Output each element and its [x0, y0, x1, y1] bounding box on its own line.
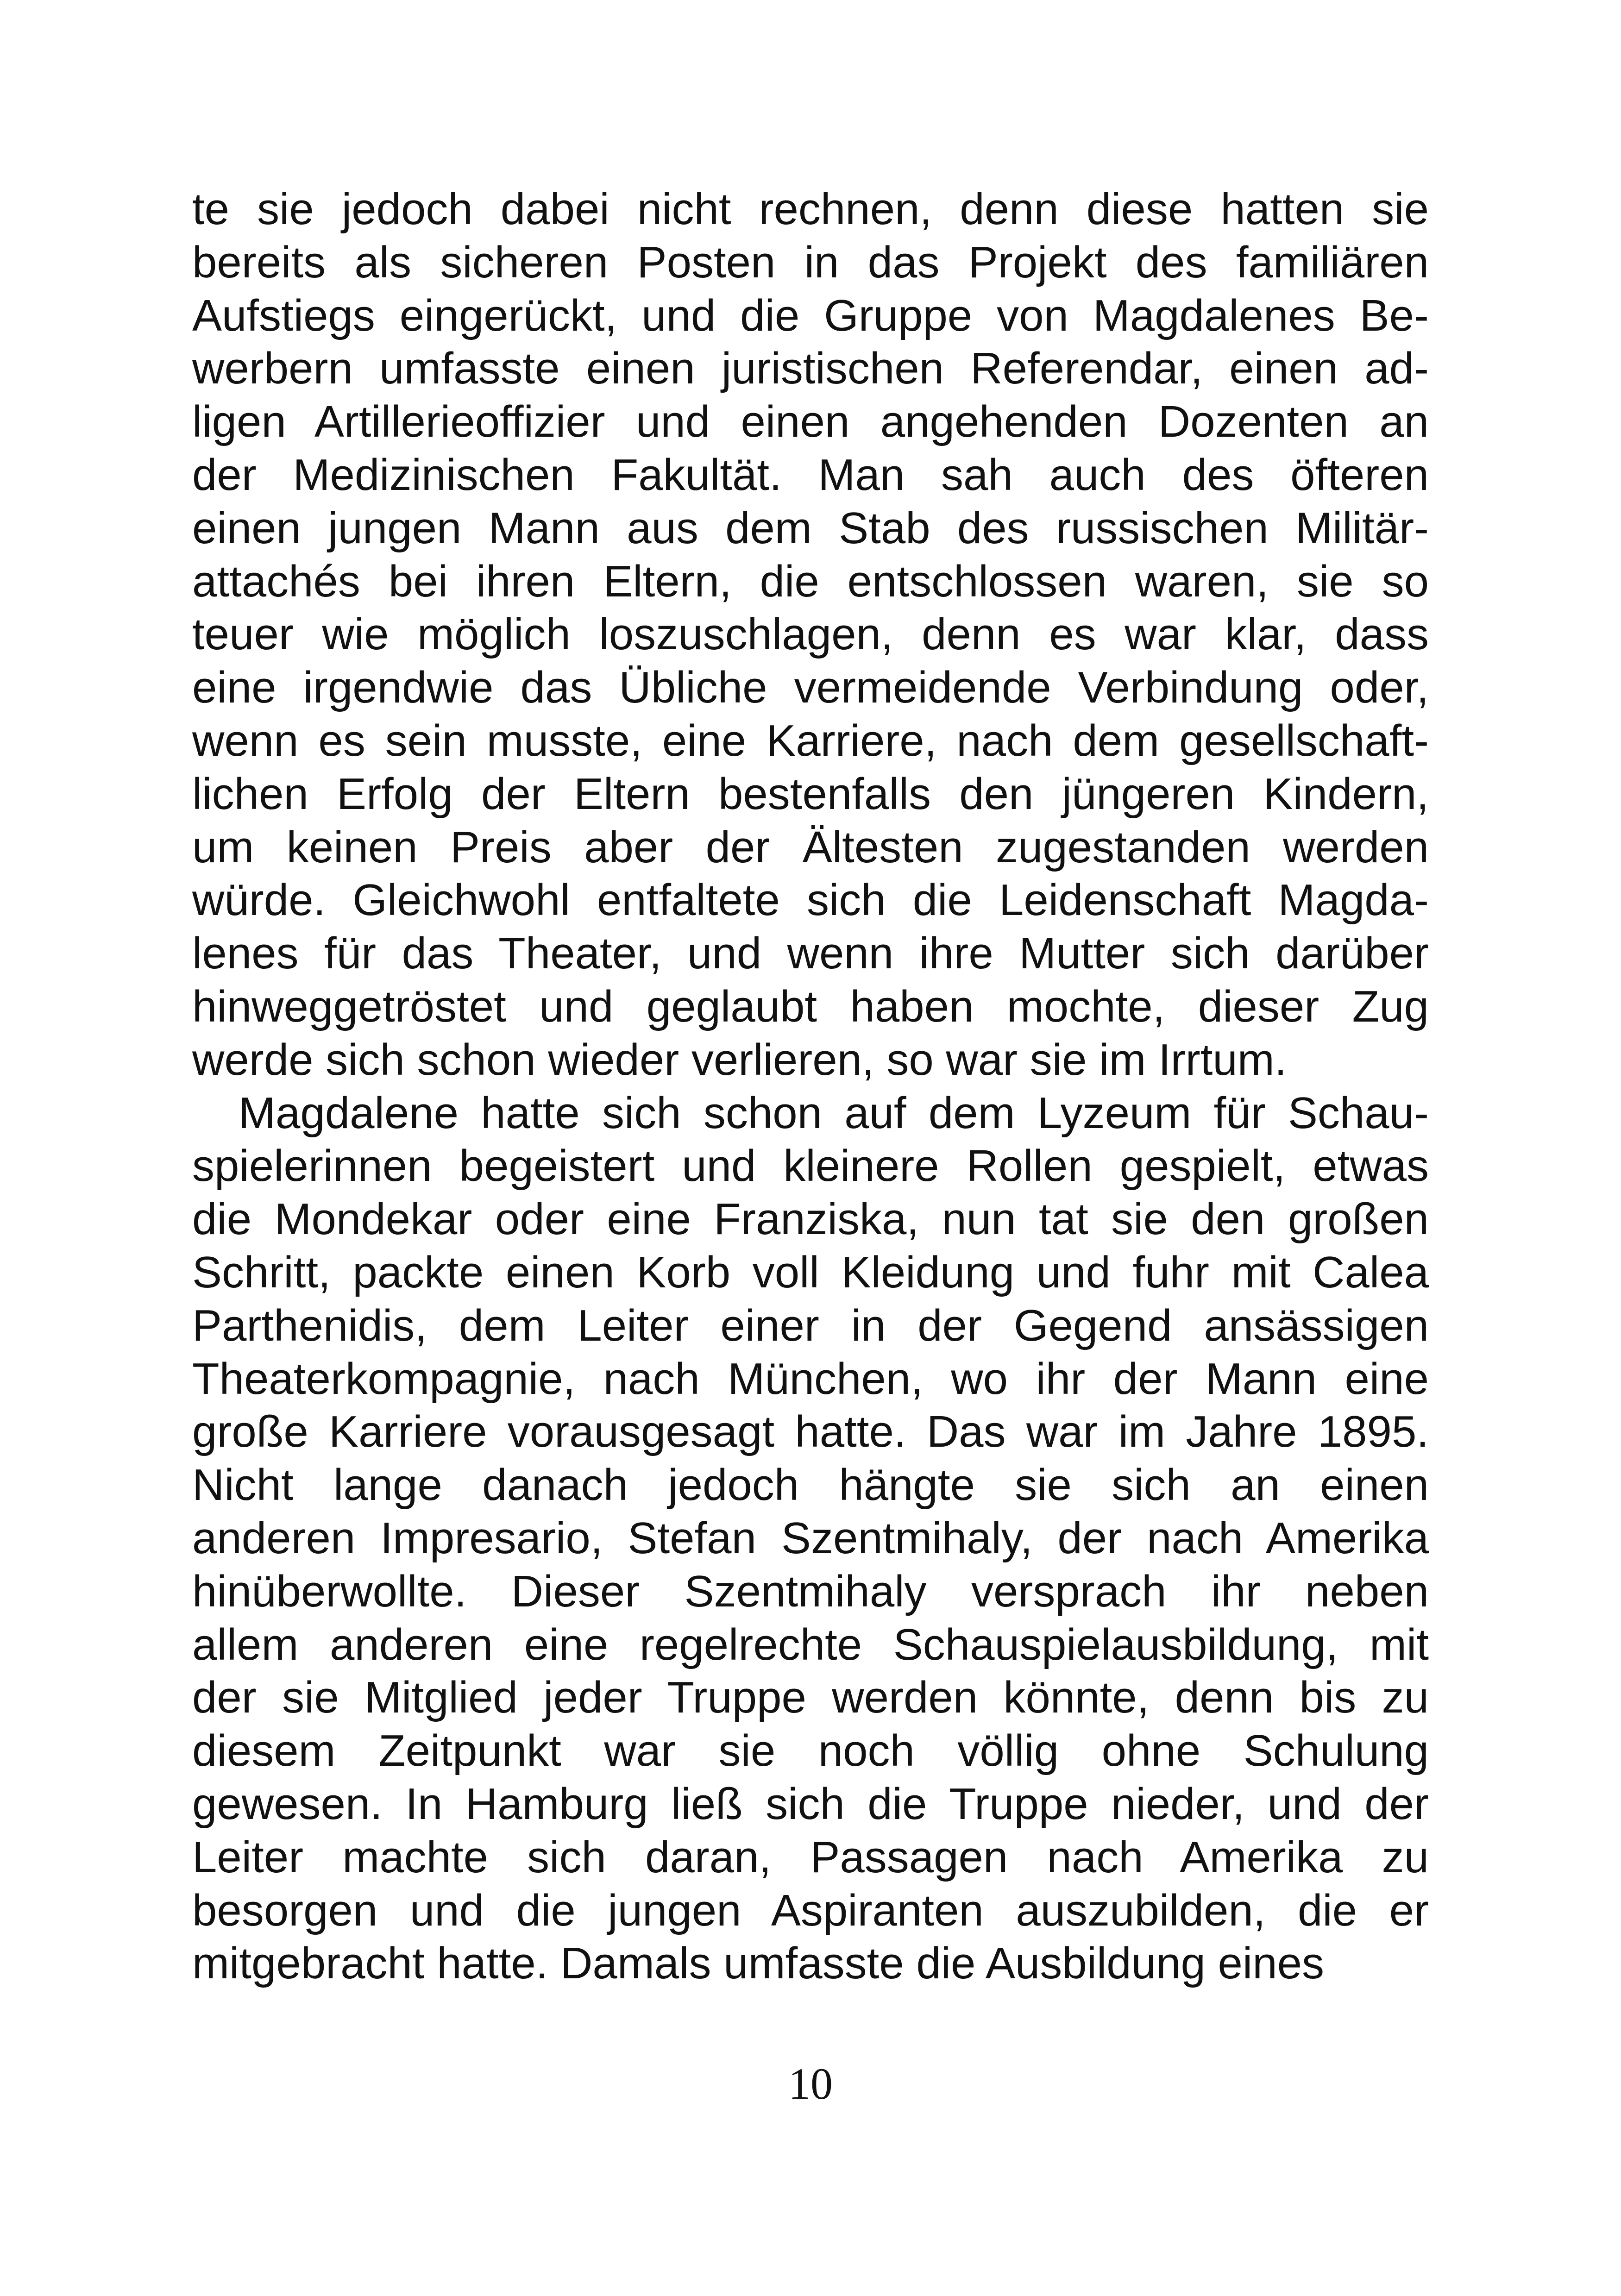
text-line: attachés bei ihren Eltern, die entschlossen waren, sie so [192, 556, 1429, 606]
text-line: spielerinnen begeistert und kleinere Rollen gespielt, etwas [192, 1141, 1429, 1191]
text-line: Aufstiegs eingerückt, und die Gruppe von Magdalenes Be- [192, 290, 1429, 340]
text-line: te sie jedoch dabei nicht rechnen, denn diese hatten sie [192, 184, 1429, 234]
text-line: die Mondekar oder eine Franziska, nun tat sie den großen [192, 1194, 1429, 1244]
text-line: mitgebracht hatte. Damals umfasste die Ausbildung eines [192, 1938, 1325, 1989]
body-text [192, 183, 1429, 1990]
text-line: wenn es sein musste, eine Karriere, nach dem gesellschaft- [192, 715, 1429, 765]
text-line: eine irgendwie das Übliche vermeidende Verbindung oder, [192, 663, 1429, 713]
text-line: hinüberwollte. Dieser Szentmihaly versprach ihr neben [192, 1566, 1429, 1616]
text-line: um keinen Preis aber der Ältesten zugestanden werden [192, 822, 1429, 872]
text-line: Theaterkompagnie, nach München, wo ihr der Mann eine [192, 1354, 1429, 1404]
text-line: ligen Artillerieoffizier und einen angehenden Dozenten an [192, 397, 1429, 447]
text-line: einen jungen Mann aus dem Stab des russischen Militär- [192, 503, 1429, 553]
text-line: würde. Gleichwohl entfaltete sich die Leidenschaft Magda- [192, 875, 1429, 925]
text-line: hinweggetröstet und geglaubt haben mochte, dieser Zug [192, 981, 1429, 1031]
text-line: lichen Erfolg der Eltern bestenfalls den jüngeren Kindern, [192, 769, 1429, 819]
text-line: der Medizinischen Fakultät. Man sah auch des öfteren [192, 450, 1429, 500]
text-line: Nicht lange danach jedoch hängte sie sich an einen [192, 1460, 1429, 1510]
text-line: bereits als sicheren Posten in das Projekt des familiären [192, 237, 1429, 287]
paragraph [192, 1087, 1429, 1991]
text-line: werbern umfasste einen juristischen Referendar, einen ad- [192, 344, 1429, 394]
text-line: Leiter machte sich daran, Passagen nach Amerika zu [192, 1832, 1429, 1882]
text-line: Schritt, packte einen Korb voll Kleidung und fuhr mit Calea [192, 1247, 1429, 1297]
text-line: diesem Zeitpunkt war sie noch völlig ohne Schulung [192, 1726, 1429, 1776]
text-line: Magdalene hatte sich schon auf dem Lyzeum für Schau- [239, 1088, 1429, 1138]
text-line: gewesen. In Hamburg ließ sich die Truppe nieder, und der [192, 1779, 1429, 1829]
text-line: besorgen und die jungen Aspiranten auszubilden, die er [192, 1885, 1429, 1935]
text-line: der sie Mitglied jeder Truppe werden könnte, denn bis zu [192, 1673, 1429, 1723]
text-line: lenes für das Theater, und wenn ihre Mutter sich darüber [192, 928, 1429, 979]
page-number: 10 [788, 2059, 833, 2108]
text-line: werde sich schon wieder verlieren, so war sie im Irrtum. [192, 1035, 1287, 1085]
text-line: allem anderen eine regelrechte Schauspielausbildung, mit [192, 1619, 1429, 1669]
text-line: teuer wie möglich loszuschlagen, denn es war klar, dass [192, 609, 1429, 659]
text-line: große Karriere vorausgesagt hatte. Das war im Jahre 1895. [192, 1407, 1429, 1457]
text-line: Parthenidis, dem Leiter einer in der Gegend ansässigen [192, 1300, 1429, 1350]
text-line: anderen Impresario, Stefan Szentmihaly, der nach Amerika [192, 1513, 1429, 1563]
paragraph [192, 183, 1429, 1087]
